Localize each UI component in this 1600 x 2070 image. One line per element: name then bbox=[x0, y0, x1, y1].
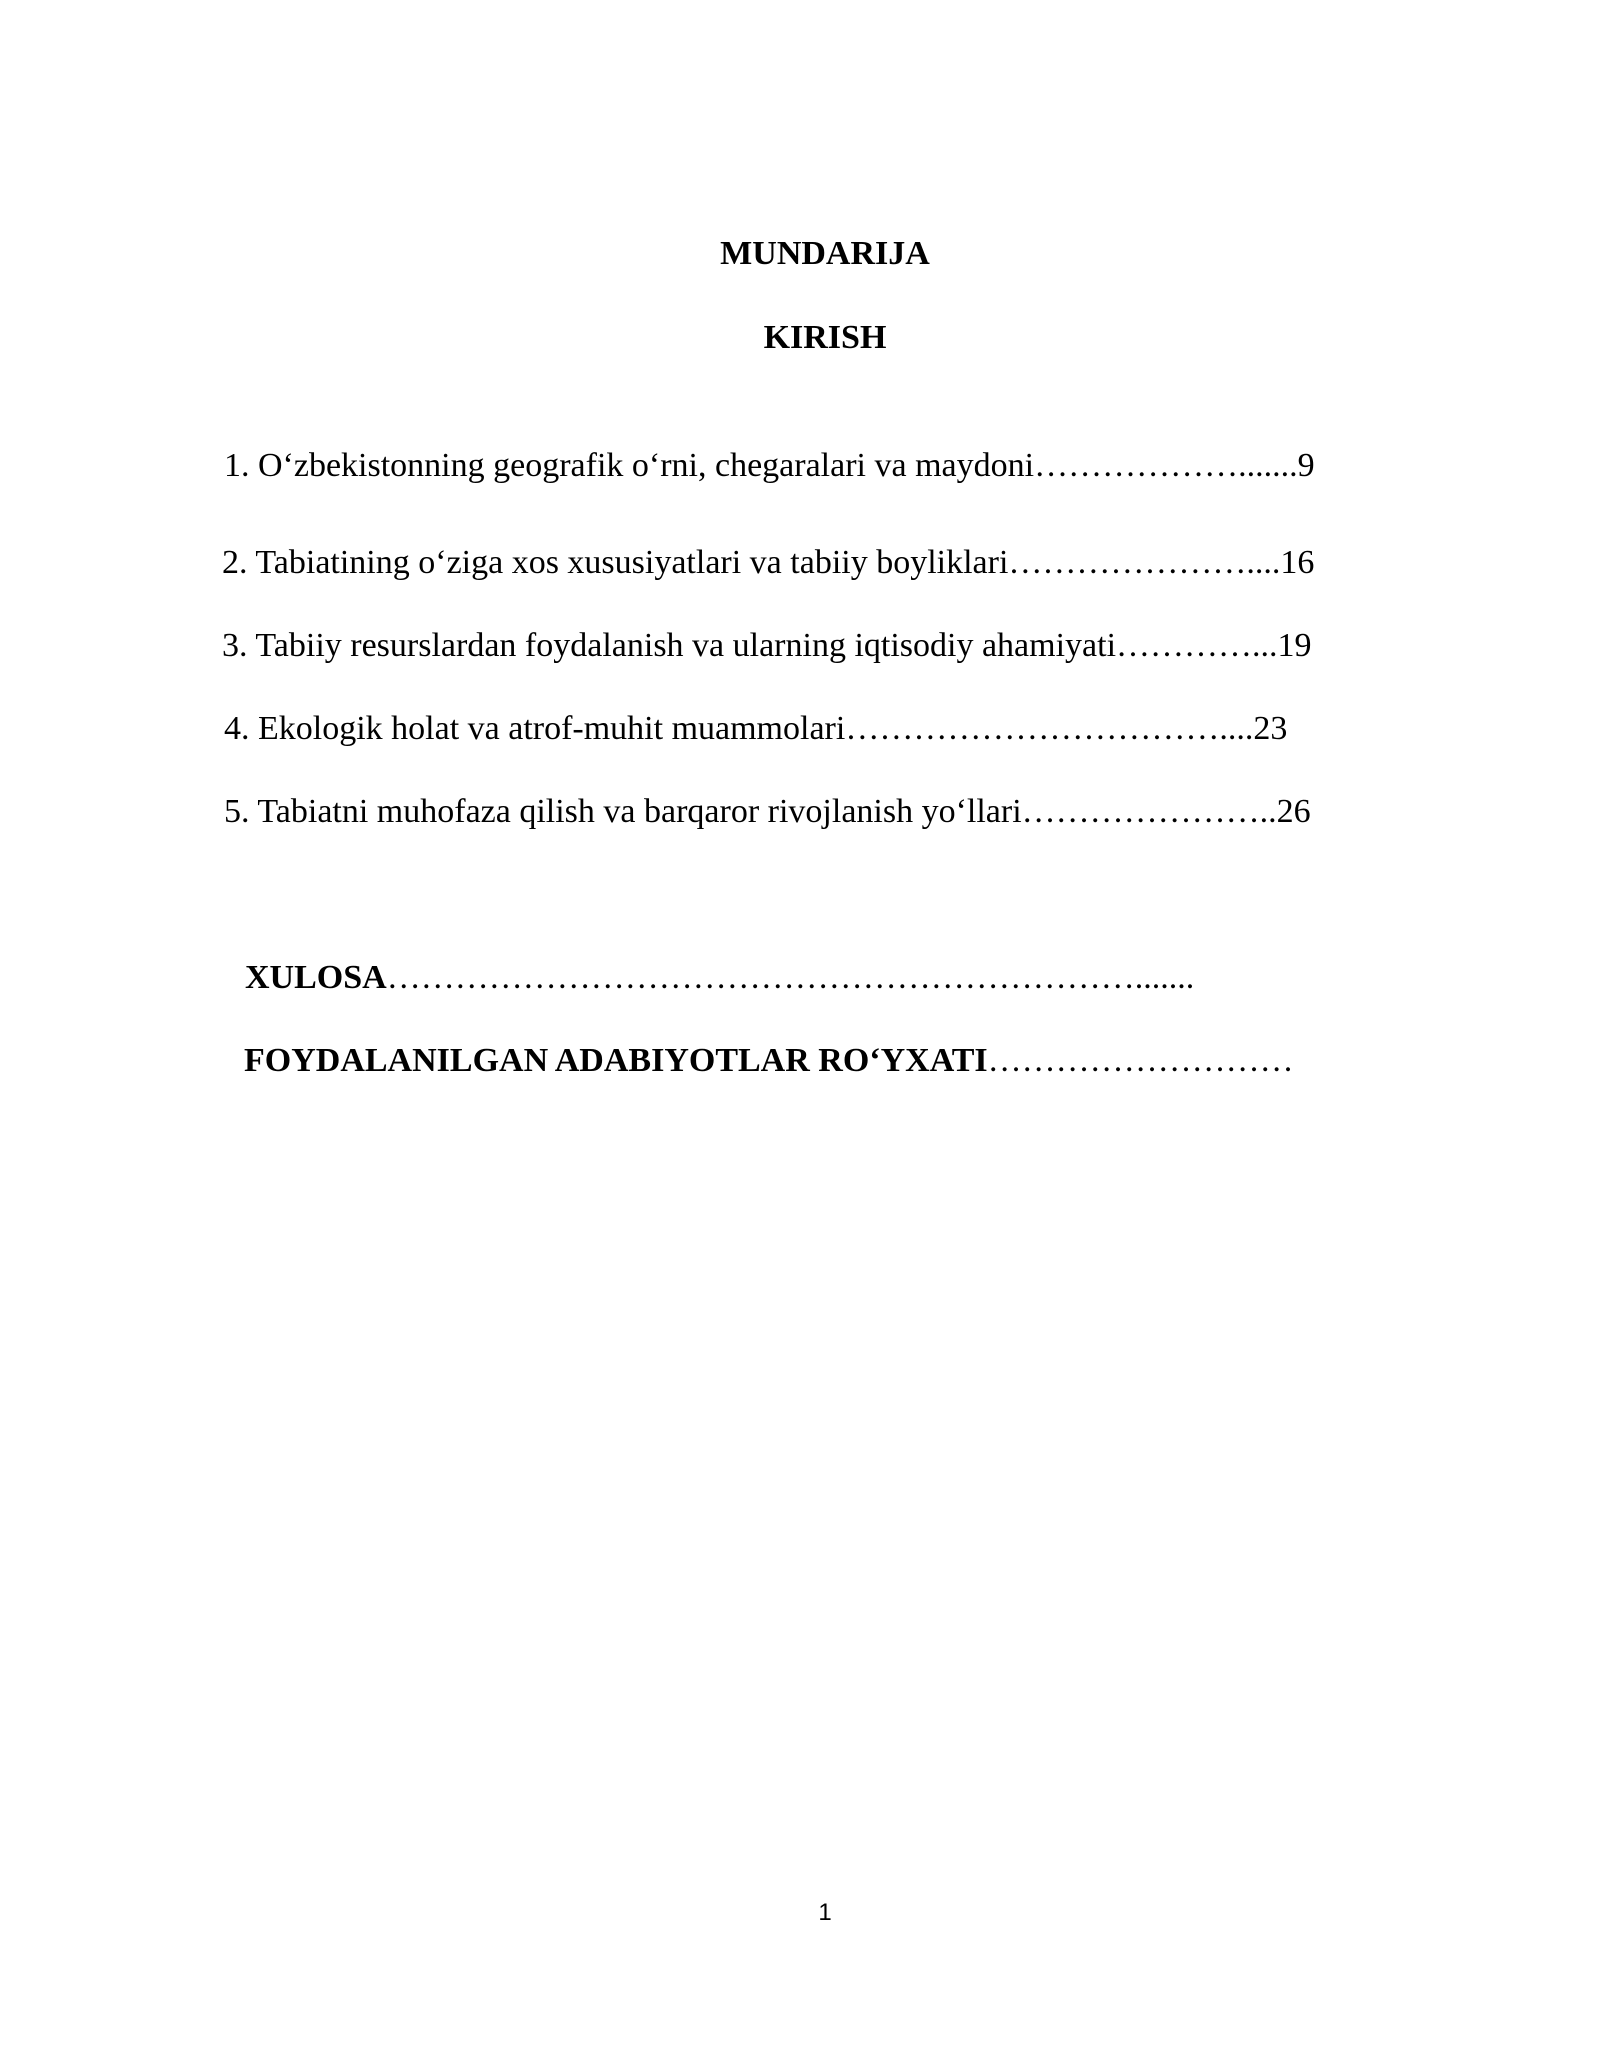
toc-entry-title: O‘zbekistonning geografik o‘rni, chegaralari va maydoni bbox=[258, 447, 1035, 484]
toc-entry-title: Tabiatining o‘ziga xos xususiyatlari va tabiiy boyliklari bbox=[255, 544, 1009, 581]
toc-references-title: FOYDALANILGAN ADABIYOTLAR RO‘YXATI bbox=[244, 1042, 988, 1079]
toc-entry-number: 1. bbox=[224, 447, 250, 484]
toc-entry-number: 5. bbox=[224, 793, 250, 830]
toc-entry-4 bbox=[224, 709, 1287, 749]
document-title: MUNDARIJA bbox=[720, 235, 930, 272]
toc-entry-page: 16 bbox=[1280, 544, 1315, 581]
toc-entry-page: 9 bbox=[1297, 447, 1315, 484]
toc-entry-page: 19 bbox=[1277, 627, 1312, 664]
toc-leader-dots: …………………………………………………………....... bbox=[386, 959, 1195, 996]
toc-entry-title: Tabiiy resurslardan foydalanish va ularning iqtisodiy ahamiyati bbox=[255, 627, 1117, 664]
toc-entry-page: 26 bbox=[1276, 793, 1311, 830]
toc-leader-dots: …………... bbox=[1116, 627, 1278, 664]
toc-entry-title: Ekologik holat va atrof-muhit muammolari bbox=[258, 710, 846, 747]
toc-entry-number: 2. bbox=[222, 544, 248, 581]
toc-conclusion-title: XULOSA bbox=[245, 959, 387, 996]
toc-leader-dots: ………………….... bbox=[1008, 544, 1281, 581]
toc-entry-1 bbox=[224, 446, 1315, 486]
toc-conclusion bbox=[245, 958, 1194, 998]
page-number: 1 bbox=[818, 1899, 832, 1926]
toc-leader-dots: ………………....... bbox=[1034, 447, 1298, 484]
toc-leader-dots: ……………………… bbox=[987, 1042, 1294, 1079]
toc-entry-2 bbox=[222, 543, 1314, 583]
toc-references bbox=[244, 1041, 1294, 1081]
toc-entry-5 bbox=[224, 792, 1311, 832]
toc-entry-title: Tabiatni muhofaza qilish va barqaror rivojlanish yo‘llari bbox=[257, 793, 1022, 830]
intro-heading: KIRISH bbox=[763, 319, 887, 356]
toc-entry-3 bbox=[222, 626, 1312, 666]
toc-leader-dots: ………………….. bbox=[1021, 793, 1277, 830]
toc-leader-dots: …………………………….... bbox=[845, 710, 1254, 747]
toc-entry-number: 3. bbox=[222, 627, 248, 664]
toc-entry-number: 4. bbox=[224, 710, 250, 747]
toc-entry-page: 23 bbox=[1253, 710, 1288, 747]
